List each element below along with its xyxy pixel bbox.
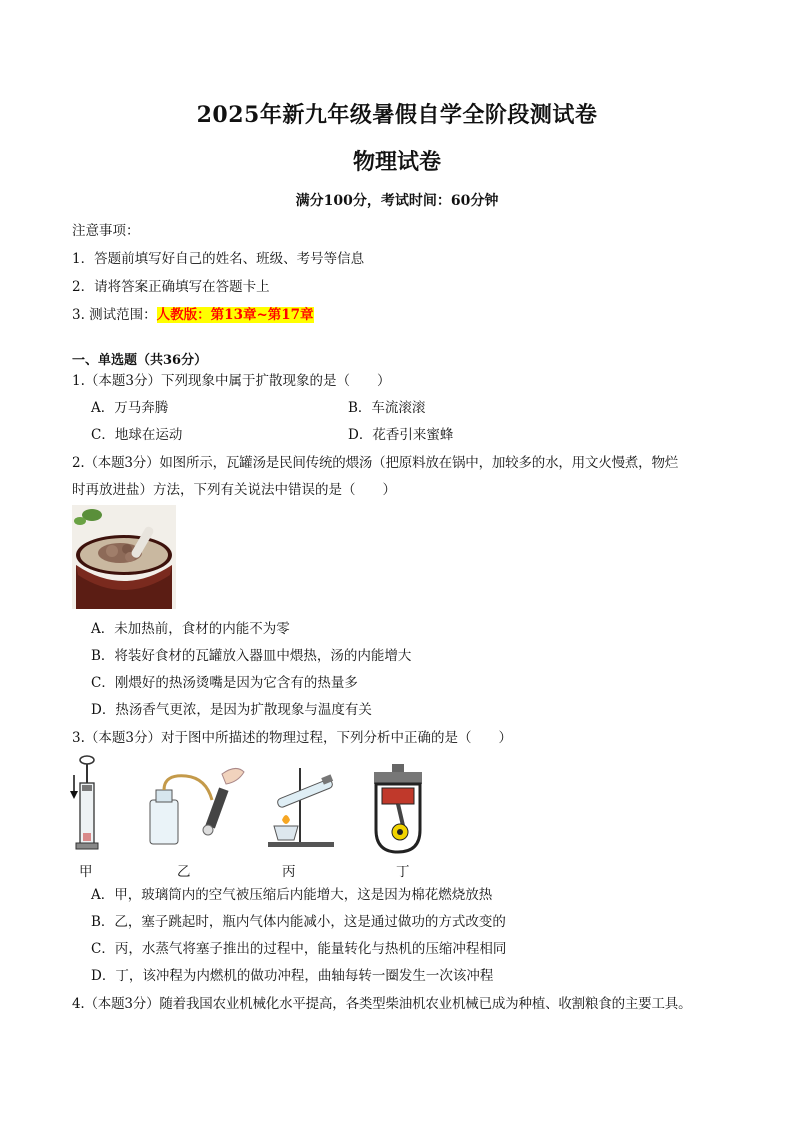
figure-label-ding: 丁	[396, 864, 410, 880]
q2-option-a: A．未加热前，食材的内能不为零	[91, 621, 290, 637]
fire-syringe-figure	[68, 755, 104, 855]
figure-label-bing: 丙	[282, 864, 296, 880]
notes-item-2: 2．请将答案正确填写在答题卡上	[72, 279, 270, 295]
section-heading: 一、单选题（共36分）	[72, 353, 208, 368]
clay-pot-soup-image	[72, 505, 176, 609]
q1-option-b: B．车流滚滚	[348, 400, 426, 416]
q2-option-d: D．热汤香气更浓，是因为扩散现象与温度有关	[91, 702, 372, 718]
figure-label-jia: 甲	[79, 864, 93, 880]
q1-option-d: D．花香引来蜜蜂	[348, 427, 454, 443]
q1-stem: 1.（本题3分）下列现象中属于扩散现象的是（ ）	[72, 373, 391, 389]
notes-item-1: 1．答题前填写好自己的姓名、班级、考号等信息	[72, 251, 365, 267]
q3-option-a: A．甲，玻璃筒内的空气被压缩后内能增大，这是因为棉花燃烧放热	[91, 887, 493, 903]
q3-stem: 3.（本题3分）对于图中所描述的物理过程，下列分析中正确的是（ ）	[72, 730, 512, 746]
notes-heading: 注意事项：	[72, 223, 140, 239]
engine-cylinder-figure	[368, 764, 428, 856]
q4-stem: 4.（本题3分）随着我国农业机械化水平提高，各类型柴油机农业机械已成为种植、收割粮食的主要工具。	[72, 996, 692, 1012]
q1-option-a: A．万马奔腾	[91, 400, 169, 416]
q2-option-c: C．刚煨好的热汤烫嘴是因为它含有的热量多	[91, 675, 358, 691]
bottle-pump-figure	[146, 760, 250, 850]
notes-item-3	[72, 306, 314, 324]
q2-stem-line-2: 时再放进盐）方法，下列有关说法中错误的是（ ）	[72, 482, 396, 498]
q2-option-b: B．将装好食材的瓦罐放入器皿中煨热，汤的内能增大	[91, 648, 412, 664]
q3-option-c: C．丙，水蒸气将塞子推出的过程中，能量转化与热机的压缩冲程相同	[91, 941, 507, 957]
q1-option-c: C．地球在运动	[91, 427, 183, 443]
figure-label-yi: 乙	[177, 864, 191, 880]
exam-title: 2025年新九年级暑假自学全阶段测试卷	[196, 102, 598, 128]
exam-subject: 物理试卷	[352, 149, 441, 175]
test-range-highlight: 人教版：第13章~第17章	[156, 307, 314, 323]
q3-option-b: B．乙，塞子跳起时，瓶内气体内能减小，这是通过做功的方式改变的	[91, 914, 506, 930]
notes-item-3-prefix: 3. 测试范围：	[72, 307, 157, 323]
q3-option-d: D．丁，该冲程为内燃机的做功冲程，曲轴每转一圈发生一次该冲程	[91, 968, 494, 984]
test-tube-heating-figure	[262, 762, 340, 850]
exam-meta: 满分100分，考试时间：60分钟	[295, 193, 499, 209]
q2-stem-line-1: 2.（本题3分）如图所示，瓦罐汤是民间传统的煨汤（把原料放在锅中，加较多的水，用文火慢煮，物烂	[72, 455, 679, 471]
